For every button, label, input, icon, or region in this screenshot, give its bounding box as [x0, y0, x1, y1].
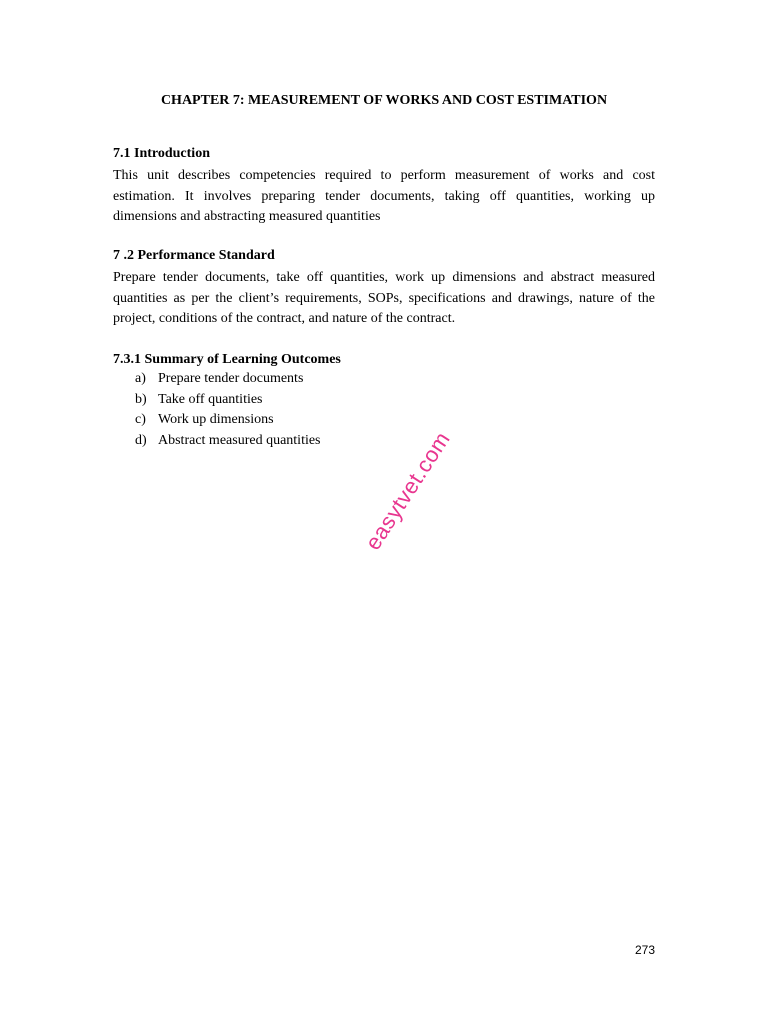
list-item	[135, 431, 655, 452]
list-item	[135, 410, 655, 431]
list-item-text: Abstract measured quantities	[158, 433, 321, 449]
list-item	[135, 369, 655, 390]
list-item-text: Take off quantities	[158, 391, 263, 407]
section-learning-outcomes	[113, 351, 655, 452]
page-number: 273	[634, 943, 655, 957]
list-marker: a)	[135, 371, 146, 386]
section-introduction	[113, 145, 655, 228]
section-heading-learning-outcomes: 7.3.1 Summary of Learning Outcomes	[113, 352, 341, 367]
list-item	[135, 390, 655, 411]
list-item-text: Work up dimensions	[158, 412, 274, 428]
list-marker: d)	[135, 433, 147, 449]
list-item-text: Prepare tender documents	[158, 371, 304, 386]
section-performance-standard	[113, 247, 655, 330]
section-heading-performance-standard: 7 .2 Performance Standard	[113, 248, 275, 263]
learning-outcomes-list	[113, 369, 655, 452]
section-heading-introduction: 7.1 Introduction	[113, 146, 210, 161]
chapter-title: CHAPTER 7: MEASUREMENT OF WORKS AND COST ESTIMATION	[160, 93, 608, 108]
list-marker: c)	[135, 412, 146, 428]
section-body-performance-standard: Prepare tender documents, take off quantities, work up dimensions and abstract measured quantities as per the client’s requirements, SOPs, specifications and drawings, nature of the project, conditions of the contract, and nature of the contract.	[113, 270, 655, 326]
section-body-introduction: This unit describes competencies required to perform measurement of works and cost estimation. It involves preparing tender documents, taking off quantities, working up dimensions and abstracting measured quantities	[113, 168, 655, 224]
list-marker: b)	[135, 391, 147, 407]
watermark: easytvet.com	[360, 427, 455, 555]
